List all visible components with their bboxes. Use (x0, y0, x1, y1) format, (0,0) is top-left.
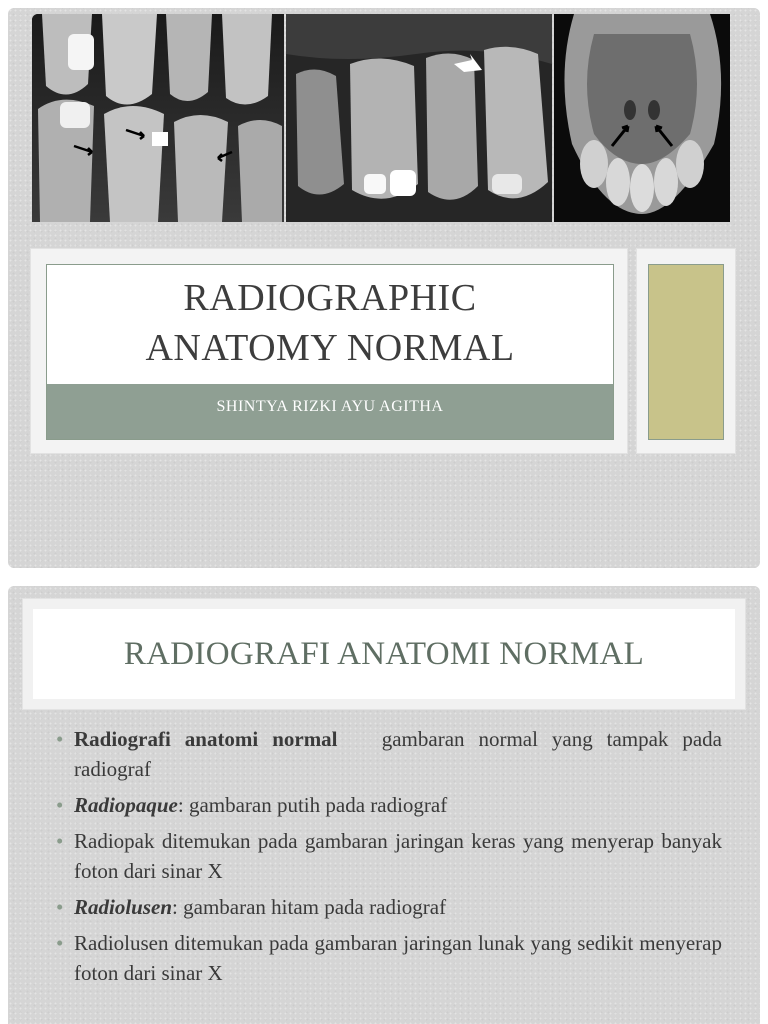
periapical-xray-image (286, 14, 552, 222)
occlusal-xray-image (554, 14, 730, 222)
title-line-2: ANATOMY NORMAL (145, 327, 515, 369)
content-title-box (22, 598, 746, 710)
bullet-term: Radiopaque (74, 763, 178, 787)
bullet-item (56, 724, 722, 784)
title-inner-box (46, 264, 614, 440)
accent-box (636, 248, 736, 454)
accent-color-block (648, 264, 724, 440)
bullet-item (56, 799, 722, 886)
content-title: RADIOGRAFI ANATOMI NORMAL (123, 636, 645, 672)
bullet-text: Radiolusen ditemukan pada gambaran jaringan lunak yang sedikit menyerap foton dari sinar X (74, 901, 722, 955)
bullet-text: gambaran normal yang tampak pada radiograf (325, 727, 714, 751)
bullet-separator (320, 727, 326, 751)
title-line-1: RADIOGRAPHIC (183, 277, 477, 319)
bullet-list (56, 724, 722, 994)
bullet-text: gambaran putih pada radiograf (188, 763, 448, 787)
bullet-separator: : (177, 763, 189, 787)
bullet-text: gambaran hitam pada radiograf (183, 865, 447, 889)
bullet-separator: : (172, 865, 184, 889)
author-subtitle: SHINTYA RIZKI AYU AGITHA (47, 384, 613, 439)
slide-title (47, 273, 613, 373)
bullet-item (56, 901, 722, 988)
bullet-item (56, 763, 722, 820)
bullet-item (56, 865, 722, 922)
title-box (30, 248, 628, 454)
bitewing-xray-image (32, 14, 284, 222)
bullet-term: Radiolusen (74, 865, 173, 889)
bullet-text: Radiopak ditemukan pada gambaran jaringan keras yang menyerap banyak foton dari sinar X (74, 799, 722, 853)
title-slide (8, 8, 760, 568)
content-title-inner (33, 609, 735, 699)
bullet-term: Radiografi anatomi normal (74, 727, 338, 751)
content-slide (8, 586, 760, 1024)
